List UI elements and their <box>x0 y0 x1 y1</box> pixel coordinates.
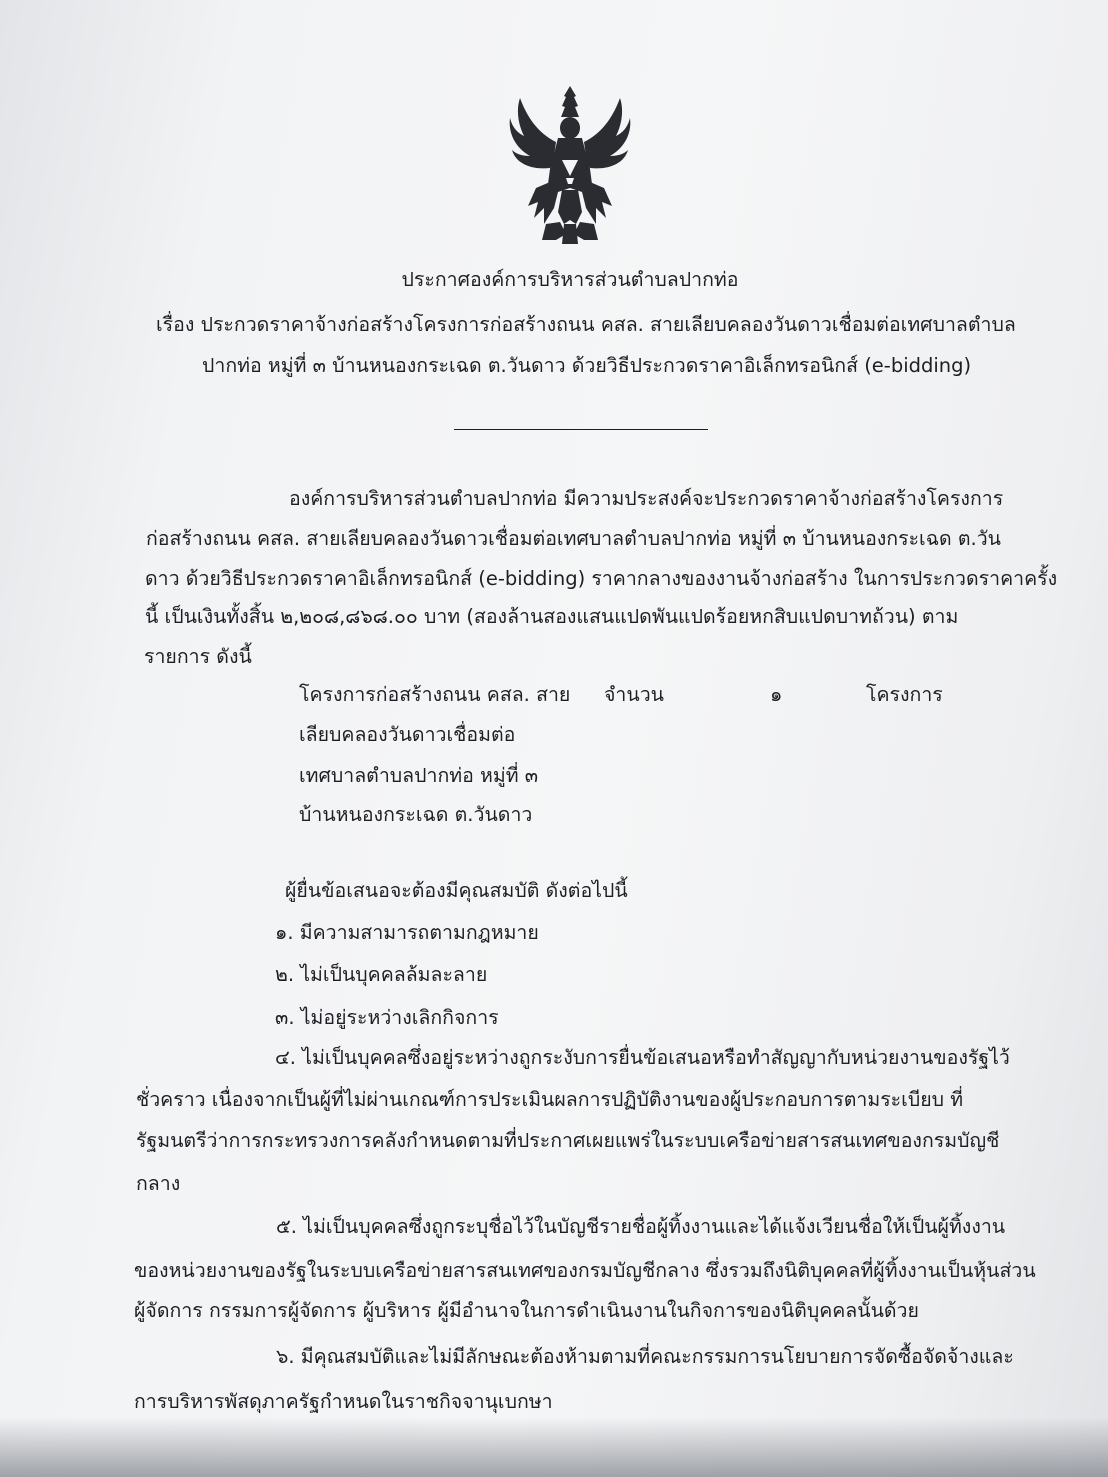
qualification-1: ๑. มีความสามารถตามกฎหมาย <box>275 921 539 944</box>
title-divider <box>454 429 708 430</box>
announcement-subject-line-2: ปากท่อ หมู่ที่ ๓ บ้านหนองกระเฉด ต.วันดาว ด้วยวิธีประกวดราคาอิเล็กทรอนิกส์ (e-bidding) <box>202 354 972 377</box>
intro-line: รายการ ดังนี้ <box>144 645 252 668</box>
item-name-line: บ้านหนองกระเฉด ต.วันดาว <box>299 803 533 826</box>
qualification-2: ๒. ไม่เป็นบุคคลล้มละลาย <box>275 963 488 986</box>
qualification-4-line: ชั่วคราว เนื่องจากเป็นผู้ที่ไม่ผ่านเกณฑ์การประเมินผลการปฏิบัติงานของผู้ประกอบการตามระเบียบ ที่ <box>136 1088 964 1111</box>
garuda-emblem-icon <box>506 84 634 246</box>
item-name-line: เลียบคลองวันดาวเชื่อมต่อ <box>299 723 516 746</box>
qualification-4-line: ๔. ไม่เป็นบุคคลซึ่งอยู่ระหว่างถูกระงับการยื่นข้อเสนอหรือทำสัญญากับหน่วยงานของรัฐไว้ <box>275 1046 1010 1069</box>
qualification-5-line: ของหน่วยงานของรัฐในระบบเครือข่ายสารสนเทศของกรมบัญชีกลาง ซึ่งรวมถึงนิติบุคคลที่ผู้ทิ้งงานเป็นหุ้นส่วน <box>134 1259 1036 1282</box>
qualifications-heading: ผู้ยื่นข้อเสนอจะต้องมีคุณสมบัติ ดังต่อไปนี้ <box>285 879 628 902</box>
intro-line: ดาว ด้วยวิธีประกวดราคาอิเล็กทรอนิกส์ (e-bidding) ราคากลางของงานจ้างก่อสร้าง ในการประกวดราคาครั้ง <box>145 567 1058 590</box>
item-name-line: โครงการก่อสร้างถนน คสล. สาย <box>299 683 571 706</box>
announcement-issuer: ประกาศองค์การบริหารส่วนตำบลปากท่อ <box>401 268 739 291</box>
item-unit: โครงการ <box>866 683 943 706</box>
qualification-5-line: ๕. ไม่เป็นบุคคลซึ่งถูกระบุชื่อไว้ในบัญชีรายชื่อผู้ทิ้งงานและได้แจ้งเวียนชื่อให้เป็นผู้ทิ้งงาน <box>276 1215 1006 1238</box>
qualification-6-line: ๖. มีคุณสมบัติและไม่มีลักษณะต้องห้ามตามที่คณะกรรมการนโยบายการจัดซื้อจัดจ้างและ <box>276 1345 1014 1368</box>
intro-line: องค์การบริหารส่วนตำบลปากท่อ มีความประสงค์จะประกวดราคาจ้างก่อสร้างโครงการ <box>289 487 1004 510</box>
item-quantity-label: จำนวน <box>604 683 664 706</box>
item-name-line: เทศบาลตำบลปากท่อ หมู่ที่ ๓ <box>299 764 539 787</box>
intro-line: นี้ เป็นเงินทั้งสิ้น ๒,๒๐๘,๘๖๘.๐๐ บาท (สองล้านสองแสนแปดพันแปดร้อยหกสิบแปดบาทถ้วน) ตาม <box>145 605 959 628</box>
announcement-subject-line-1: เรื่อง ประกวดราคาจ้างก่อสร้างโครงการก่อสร้างถนน คสล. สายเลียบคลองวันดาวเชื่อมต่อเทศบาลตำบล <box>156 313 1016 336</box>
qualification-5-line: ผู้จัดการ กรรมการผู้จัดการ ผู้บริหาร ผู้มีอำนาจในการดำเนินงานในกิจการของนิติบุคคลนั้นด้วย <box>134 1299 919 1322</box>
qualification-4-line: รัฐมนตรีว่าการกระทรวงการคลังกำหนดตามที่ประกาศเผยแพร่ในระบบเครือข่ายสารสนเทศของกรมบัญชี <box>136 1129 1000 1152</box>
qualification-6-line: การบริหารพัสดุภาครัฐกำหนดในราชกิจจานุเบกษา <box>134 1390 553 1413</box>
qualification-4-line: กลาง <box>136 1172 181 1195</box>
item-quantity: ๑ <box>770 683 783 706</box>
intro-line: ก่อสร้างถนน คสล. สายเลียบคลองวันดาวเชื่อมต่อเทศบาลตำบลปากท่อ หมู่ที่ ๓ บ้านหนองกระเฉด ต.วัน <box>146 527 1002 550</box>
qualification-3: ๓. ไม่อยู่ระหว่างเลิกกิจการ <box>275 1006 499 1029</box>
